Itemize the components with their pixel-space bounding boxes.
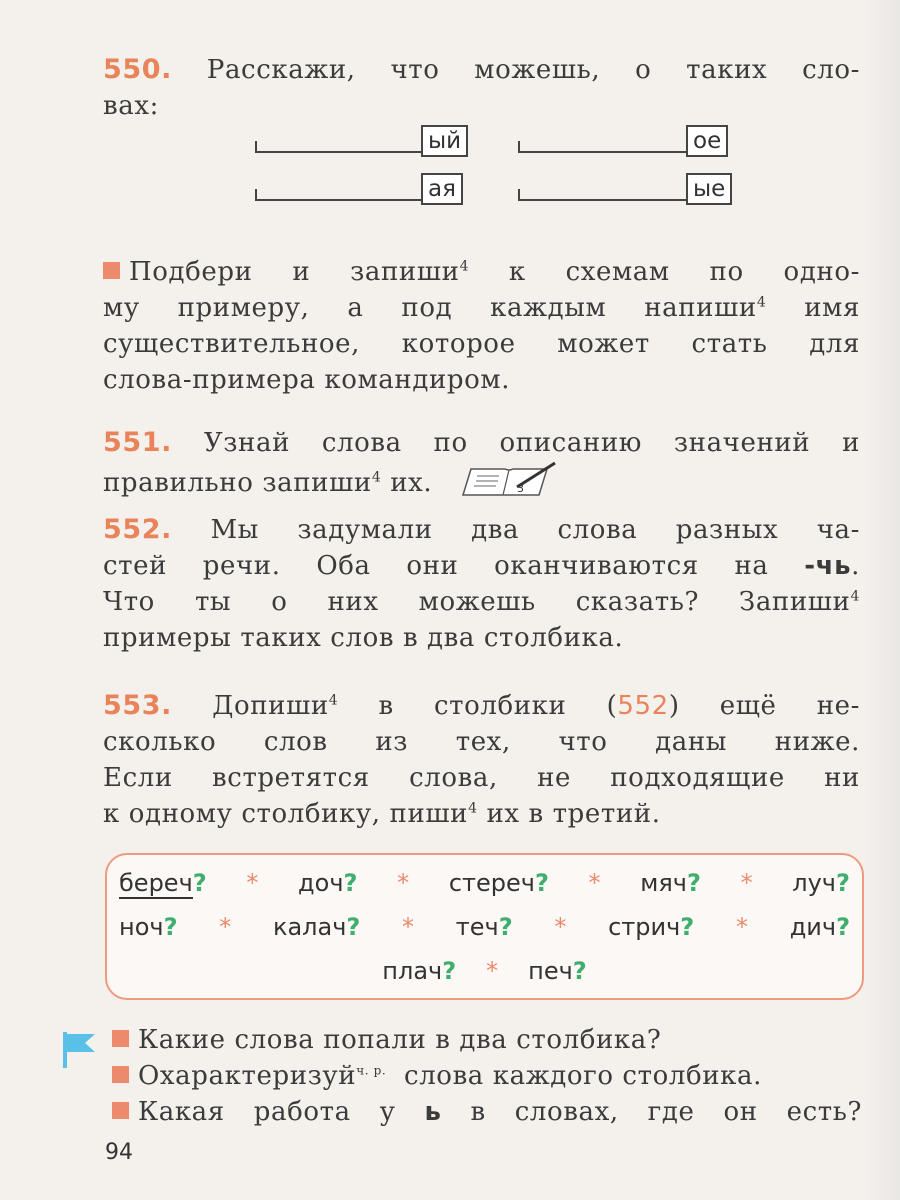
exercise-551-line2: правильно запиши$^4$ их. 3: [103, 461, 860, 509]
asterisk-separator: *: [397, 869, 410, 897]
word-item: береч?: [119, 869, 207, 897]
question-3: Какая работа у ь в словах, где он есть?: [112, 1094, 862, 1130]
suffix-box: ое: [686, 125, 728, 157]
asterisk-separator: *: [402, 913, 415, 941]
word-item: мяч?: [640, 869, 701, 897]
bullet-square-icon: [103, 262, 120, 279]
svg-text:3: 3: [517, 482, 525, 495]
word-scheme-yj: [255, 125, 470, 159]
suffix-box: ая: [421, 173, 463, 205]
open-notebook-pen-icon: [459, 461, 559, 509]
word-item: дич?: [789, 913, 850, 941]
word-item: луч?: [792, 869, 850, 897]
page-edge-shadow: [864, 0, 900, 1200]
question-1: Какие слова попали в два столбика?: [112, 1022, 862, 1058]
exercise-number: 551.: [103, 427, 173, 458]
asterisk-separator: *: [486, 957, 499, 985]
exercise-550-task-line1: Подбери и запиши$^4$ к схемам по одно-: [103, 254, 860, 290]
asterisk-separator: *: [219, 913, 232, 941]
suffix-box: ый: [421, 125, 468, 157]
exercise-552-line3: Что ты о них можешь сказать? Запиши$^4$: [103, 587, 860, 617]
word-scheme-ye: [518, 173, 738, 207]
bullet-square-icon: [112, 1102, 129, 1119]
word-item: калач?: [272, 913, 361, 941]
bullet-square-icon: [112, 1030, 129, 1047]
asterisk-separator: *: [735, 913, 748, 941]
exercise-552-line4: примеры таких слов в два столбика.: [103, 623, 624, 653]
word-item: доч?: [298, 869, 358, 897]
word-scheme-aya: [255, 173, 470, 207]
suffix-box: ые: [686, 173, 732, 205]
exercise-552-line1: 552. Мы задумали два слова разных ча-: [103, 514, 860, 545]
word-item: печ?: [528, 957, 587, 985]
word-item: теч?: [455, 913, 513, 941]
exercise-number: 553.: [103, 690, 173, 721]
exercise-reference: 552: [617, 691, 669, 721]
exercise-550-line1: 550. Расскажи, что можешь, о таких сло-: [103, 54, 860, 85]
exercise-553-line1: 553. Допиши$^4$ в столбики (552) ещё не-: [103, 690, 860, 721]
asterisk-separator: *: [740, 869, 753, 897]
word-bank-box: [105, 853, 864, 1000]
word-row-1: [119, 869, 850, 897]
blue-flag-icon: [61, 1030, 97, 1074]
word-item: стереч?: [448, 869, 549, 897]
exercise-number: 552.: [103, 514, 173, 545]
bullet-square-icon: [112, 1066, 129, 1083]
exercise-550-line2: вах:: [103, 91, 159, 121]
asterisk-separator: *: [246, 869, 259, 897]
exercise-number: 550.: [103, 54, 173, 85]
question-2: Охарактеризуй$^{ч. р.}$ слова каждого столбика.: [112, 1058, 862, 1094]
word-item: ноч?: [119, 913, 178, 941]
exercise-553-line4: к одному столбику, пиши$^4$ их в третий.: [103, 799, 661, 829]
asterisk-separator: *: [554, 913, 567, 941]
exercise-552-line2: стей речи. Оба они оканчиваются на -чь.: [103, 551, 860, 581]
exercise-550-task-line3: существительное, которое может стать для: [103, 329, 860, 359]
word-item: плач?: [382, 957, 457, 985]
exercise-550-task-line4: слова-примера командиром.: [103, 365, 511, 395]
asterisk-separator: *: [588, 869, 601, 897]
page-number: 94: [105, 1140, 133, 1165]
exercise-551-line1: 551. Узнай слова по описанию значений и: [103, 427, 860, 458]
ending-chj: -чь: [804, 551, 852, 581]
word-item: стрич?: [608, 913, 695, 941]
word-scheme-oe: [518, 125, 738, 159]
word-row-3: [119, 957, 850, 985]
exercise-553-line3: Если встретятся слова, не подходящие ни: [103, 763, 860, 793]
word-row-2: [119, 913, 850, 941]
exercise-553-line2: сколько слов из тех, что даны ниже.: [103, 727, 860, 757]
exercise-550-task-line2: му примеру, а под каждым напиши$^4$ имя: [103, 293, 860, 323]
